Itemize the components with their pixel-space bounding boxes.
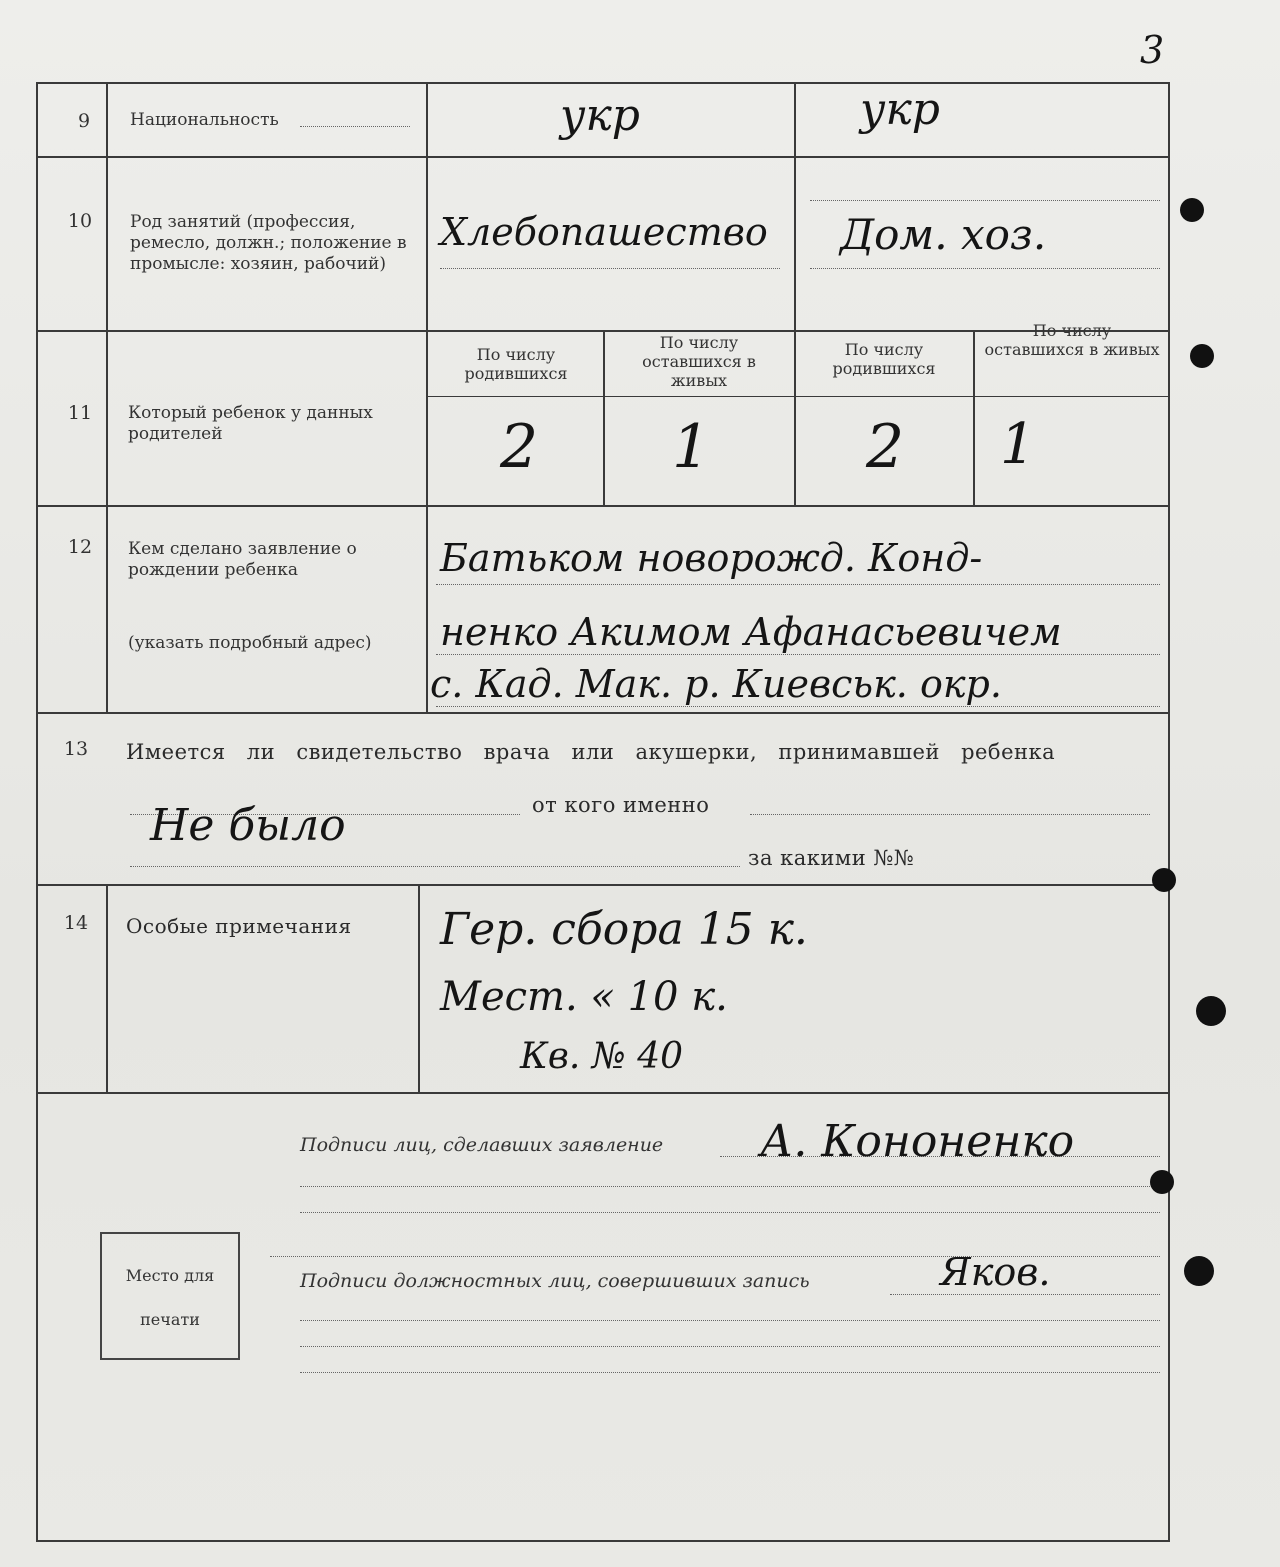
numbers-label: за какими №№	[748, 846, 915, 870]
remarks-line-2: Мест. « 10 к.	[440, 974, 728, 1020]
applicants-signature-label: Подписи лиц, сделавших заявление	[300, 1134, 664, 1156]
born-count-mother: 2	[866, 412, 905, 482]
row-number-12: 12	[67, 536, 93, 558]
punch-hole	[1150, 1170, 1174, 1194]
col-alive-mother: По числу оставшихся в живых	[984, 321, 1160, 359]
mother-occupation: Дом. хоз.	[840, 210, 1047, 259]
alive-count-mother: 1	[1000, 412, 1036, 477]
officials-signature: Яков.	[940, 1250, 1051, 1294]
alive-count-father: 1	[672, 412, 711, 482]
from-whom-label: от кого именно	[532, 793, 710, 817]
remarks-label: Особые примечания	[126, 914, 352, 938]
punch-hole	[1180, 198, 1204, 222]
born-count-father: 2	[500, 412, 539, 482]
father-nationality: укр	[560, 90, 640, 141]
punch-hole	[1190, 344, 1214, 368]
col-alive-father: По числу оставшихся в живых	[642, 333, 756, 390]
certificate-answer: Не было	[150, 800, 346, 851]
row-number-11: 11	[67, 402, 93, 424]
stamp-placeholder	[100, 1232, 240, 1360]
certificate-question: Имеется ли свидетельство врача или акушерки, принимавшей ребенка	[126, 740, 1056, 764]
applicant-line-1: Батьком новорожд. Конд-	[440, 536, 983, 580]
applicant-line-2: ненко Акимом Афанасьевичем	[440, 610, 1062, 654]
row-number-9: 9	[77, 110, 91, 132]
nationality-label: Национальность	[130, 110, 279, 130]
stamp-line-1: Место для	[125, 1266, 215, 1285]
officials-signature-label: Подписи должностных лиц, совершивших запись	[300, 1270, 810, 1292]
applicant-line-3: с. Кад. Мак. р. Киевськ. окр.	[430, 662, 1002, 706]
punch-hole	[1184, 1256, 1214, 1286]
corner-mark: 3	[1140, 28, 1165, 72]
row-number-10: 10	[67, 210, 93, 232]
address-note: (указать подробный адрес)	[128, 633, 372, 653]
row-number-14: 14	[63, 912, 89, 934]
remarks-line-3: Кв. № 40	[520, 1036, 684, 1077]
punch-hole	[1196, 996, 1226, 1026]
which-child-label: Который ребенок у данных родителей	[128, 403, 373, 444]
applicants-signature: А. Кононенко	[760, 1116, 1075, 1167]
occupation-label: Род занятий (профессия, ремесло, должн.; положение в промысле: хозяин, рабочий)	[130, 212, 407, 274]
applicant-label: Кем сделано заявление о рождении ребенка	[128, 539, 357, 580]
col-born-father: По числу родившихся	[464, 345, 568, 383]
father-occupation: Хлебопашество	[440, 210, 768, 254]
mother-nationality: укр	[860, 84, 940, 135]
stamp-line-2: печати	[140, 1310, 200, 1329]
punch-hole	[1152, 868, 1176, 892]
col-born-mother: По числу родившихся	[832, 340, 936, 378]
row-number-13: 13	[63, 738, 89, 760]
remarks-line-1: Гер. сбора 15 к.	[440, 904, 808, 955]
